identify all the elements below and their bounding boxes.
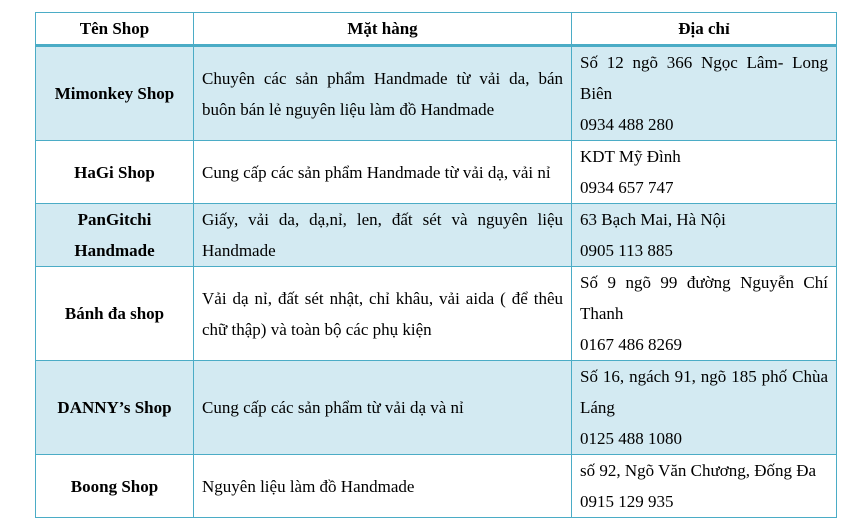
shop-name: HaGi Shop bbox=[36, 141, 194, 204]
header-row bbox=[36, 13, 837, 46]
table-row bbox=[36, 455, 837, 518]
shop-address: 63 Bạch Mai, Hà Nội bbox=[580, 210, 726, 229]
shop-goods: Giấy, vải da, dạ,nỉ, len, đất sét và nguyên liệu Handmade bbox=[194, 204, 572, 267]
table-row bbox=[36, 267, 837, 361]
header-address: Địa chỉ bbox=[572, 13, 837, 46]
shop-phone: 0934 488 280 bbox=[580, 115, 674, 134]
shop-address-cell bbox=[572, 46, 837, 141]
shop-address: Số 9 ngõ 99 đường Nguyễn Chí Thanh bbox=[580, 273, 828, 323]
shop-address: Số 12 ngõ 366 Ngọc Lâm- Long Biên bbox=[580, 53, 828, 103]
shop-address-cell bbox=[572, 361, 837, 455]
shop-address-cell bbox=[572, 141, 837, 204]
table-row bbox=[36, 361, 837, 455]
shop-name: Bánh đa shop bbox=[36, 267, 194, 361]
shop-phone: 0905 113 885 bbox=[580, 241, 673, 260]
shop-address: KDT Mỹ Đình bbox=[580, 147, 681, 166]
table-row bbox=[36, 204, 837, 267]
shop-address-cell bbox=[572, 455, 837, 518]
shop-address: số 92, Ngõ Văn Chương, Đống Đa bbox=[580, 461, 817, 480]
shop-address-cell bbox=[572, 204, 837, 267]
shop-name: DANNY’s Shop bbox=[36, 361, 194, 455]
shop-phone: 0934 657 747 bbox=[580, 178, 674, 197]
shop-goods: Nguyên liệu làm đồ Handmade bbox=[194, 455, 572, 518]
shop-name: Mimonkey Shop bbox=[36, 46, 194, 141]
shop-name: Boong Shop bbox=[36, 455, 194, 518]
table-row bbox=[36, 141, 837, 204]
header-shop-name: Tên Shop bbox=[36, 13, 194, 46]
shop-goods: Cung cấp các sản phẩm từ vải dạ và nỉ bbox=[194, 361, 572, 455]
shop-name: PanGitchi Handmade bbox=[36, 204, 194, 267]
shop-phone: 0167 486 8269 bbox=[580, 335, 682, 354]
header-goods: Mặt hàng bbox=[194, 13, 572, 46]
shop-address: Số 16, ngách 91, ngõ 185 phố Chùa Láng bbox=[580, 367, 828, 417]
shop-phone: 0915 129 935 bbox=[580, 492, 674, 511]
shop-goods: Chuyên các sản phẩm Handmade từ vải da, bán buôn bán lẻ nguyên liệu làm đồ Handmade bbox=[194, 46, 572, 141]
shop-address-cell bbox=[572, 267, 837, 361]
shop-phone: 0125 488 1080 bbox=[580, 429, 682, 448]
shop-goods: Vải dạ nỉ, đất sét nhật, chỉ khâu, vải aida ( để thêu chữ thập) và toàn bộ các phụ kiện bbox=[194, 267, 572, 361]
table-row bbox=[36, 46, 837, 141]
shop-goods: Cung cấp các sản phẩm Handmade từ vải dạ, vải nỉ bbox=[194, 141, 572, 204]
shop-table bbox=[35, 12, 837, 518]
